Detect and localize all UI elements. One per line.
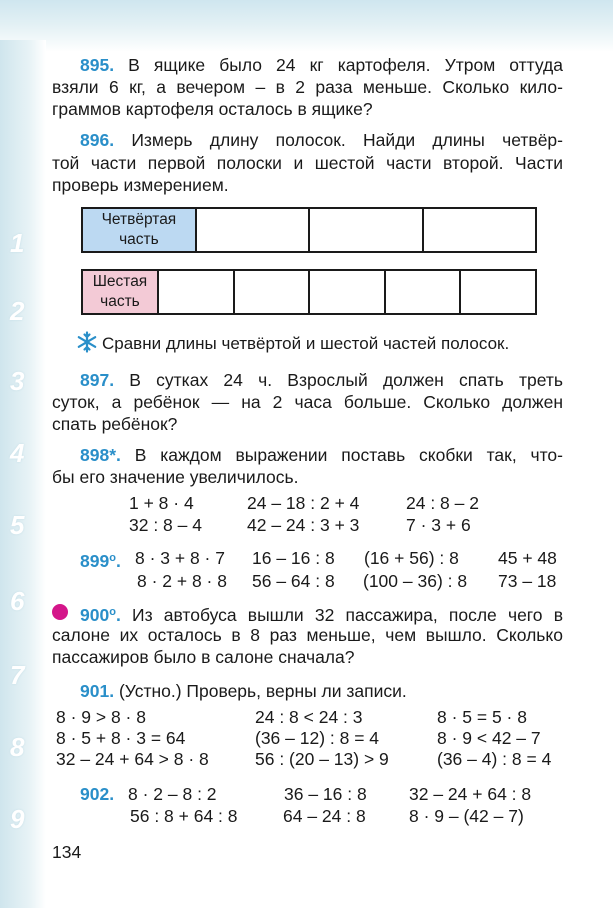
expression: 32 : 8 – 4 xyxy=(129,515,202,535)
problem-number-dot: . xyxy=(115,605,121,625)
strip-cell xyxy=(196,208,309,252)
strip-cell xyxy=(234,270,310,314)
expression: 8 · 3 + 8 · 7 xyxy=(135,548,225,568)
expression: 8 · 2 + 8 · 8 xyxy=(137,571,227,591)
margin-number: 3 xyxy=(10,366,25,396)
problem-896-line-1 xyxy=(80,129,563,151)
expression: 24 : 8 < 24 : 3 xyxy=(255,707,363,727)
problem-900-line-1 xyxy=(80,601,563,626)
expression: 56 – 64 : 8 xyxy=(252,571,335,591)
snowflake-task-text: Сравни длины четвёртой и шестой частей полосок. xyxy=(102,334,510,353)
problem-896-line-2: той части первой полоски и шестой части второй. Части xyxy=(52,153,563,173)
strip-label-line: часть xyxy=(119,231,159,248)
problem-number: 900 xyxy=(80,605,110,625)
problem-895-line-3: граммов картофеля осталось в ящике? xyxy=(52,99,373,119)
problem-text: Из автобуса вышли 32 пассажира, после чего в xyxy=(131,605,563,625)
problem-text: Измерь длину полосок. Найди длины четвёр- xyxy=(131,130,563,150)
problem-number-902 xyxy=(80,783,114,805)
problem-text: (Устно.) Проверь, верны ли записи. xyxy=(118,681,407,701)
problem-897-line-3: спать ребёнок? xyxy=(52,414,178,434)
side-margin-band xyxy=(0,40,46,908)
snowflake-icon xyxy=(76,331,98,353)
expression: 56 : 8 + 64 : 8 xyxy=(130,806,238,826)
margin-number: 4 xyxy=(10,438,25,468)
expression: 32 – 24 + 64 > 8 · 8 xyxy=(56,749,209,769)
expression: 16 – 16 : 8 xyxy=(252,548,335,568)
problem-896-line-3: проверь измерением. xyxy=(52,175,229,195)
strip-fourths xyxy=(81,207,537,253)
problem-895-line-2: взяли 6 кг, а вечером – в 2 раза меньше. Сколько кило- xyxy=(52,77,563,97)
problem-number: 897. xyxy=(80,370,115,390)
problem-text: В каждом выражении поставь скобки так, что- xyxy=(134,445,563,465)
problem-901-line-1 xyxy=(80,680,407,702)
strip-cell xyxy=(423,208,536,252)
strip-cell xyxy=(460,270,536,314)
expression: 8 · 2 – 8 : 2 xyxy=(128,784,217,804)
expression: 1 + 8 · 4 xyxy=(129,493,194,513)
expression: 8 · 5 = 5 · 8 xyxy=(437,707,527,727)
top-header-band xyxy=(0,0,613,52)
expression: 24 : 8 – 2 xyxy=(406,493,479,513)
problem-900-line-2: салоне их осталось в 8 раз меньше, чем вышло. Сколько xyxy=(52,625,563,645)
problem-900-line-3: пассажиров было в салоне сначала? xyxy=(52,647,355,667)
expression: 8 · 9 < 42 – 7 xyxy=(437,728,541,748)
problem-number-dot: . xyxy=(115,551,121,571)
expression: 45 + 48 xyxy=(498,548,557,568)
problem-text: В ящике было 24 кг картофеля. Утром оттуда xyxy=(128,55,563,75)
margin-number: 1 xyxy=(10,228,25,258)
problem-898-line-1 xyxy=(80,444,563,466)
expression: 8 · 9 > 8 · 8 xyxy=(56,707,146,727)
margin-number: 9 xyxy=(10,804,25,834)
problem-number: 895. xyxy=(80,55,115,75)
expression: 56 : (20 – 13) > 9 xyxy=(255,749,389,769)
expression: (36 – 12) : 8 = 4 xyxy=(255,728,380,748)
problem-mark: o xyxy=(109,552,116,564)
problem-number: 902. xyxy=(80,784,115,804)
expression: 7 · 3 + 6 xyxy=(406,515,471,535)
expression: 73 – 18 xyxy=(498,571,557,591)
expression: 24 – 18 : 2 + 4 xyxy=(247,493,360,513)
expression: 8 · 5 + 8 · 3 = 64 xyxy=(56,728,186,748)
problem-895-line-1 xyxy=(80,54,563,76)
expression: 8 · 9 – (42 – 7) xyxy=(409,806,524,826)
expression: 32 – 24 + 64 : 8 xyxy=(409,784,532,804)
strip-cell xyxy=(158,270,234,314)
expression: (36 – 4) : 8 = 4 xyxy=(437,749,552,769)
problem-number: 896. xyxy=(80,130,115,150)
margin-number: 2 xyxy=(10,296,25,326)
problem-number-899 xyxy=(80,547,121,572)
problem-number: 899 xyxy=(80,551,110,571)
problem-number: 898*. xyxy=(80,445,121,465)
strip-label-line: Четвёртая xyxy=(101,211,177,228)
problem-number: 901. xyxy=(80,681,115,701)
problem-text: В сутках 24 ч. Взрослый должен спать треть xyxy=(129,370,563,390)
expression: 64 – 24 : 8 xyxy=(283,806,366,826)
expression: 36 – 16 : 8 xyxy=(284,784,367,804)
problem-897-line-2: суток, а ребёнок — на 2 часа больше. Сколько должен xyxy=(52,392,563,412)
expression: (16 + 56) : 8 xyxy=(364,548,459,568)
strip-cell xyxy=(309,208,422,252)
magenta-dot-marker xyxy=(52,604,68,620)
problem-898-line-2: бы его значение увеличилось. xyxy=(52,467,299,487)
expression: 42 – 24 : 3 + 3 xyxy=(247,515,360,535)
problem-mark: o xyxy=(109,606,116,618)
margin-number: 5 xyxy=(10,510,25,540)
strip-cell xyxy=(385,270,461,314)
strip-label-line: Шестая xyxy=(92,273,148,290)
strip-sixths xyxy=(81,269,537,315)
problem-897-line-1 xyxy=(80,369,563,391)
strip-label-line: часть xyxy=(100,293,140,310)
margin-number: 6 xyxy=(10,586,25,616)
page-number: 134 xyxy=(52,842,82,862)
strip-label-sixth xyxy=(82,270,158,314)
margin-number: 8 xyxy=(10,732,25,762)
strip-label-fourth xyxy=(82,208,196,252)
margin-number: 7 xyxy=(10,660,25,690)
strip-cell xyxy=(309,270,385,314)
expression: (100 – 36) : 8 xyxy=(363,571,468,591)
